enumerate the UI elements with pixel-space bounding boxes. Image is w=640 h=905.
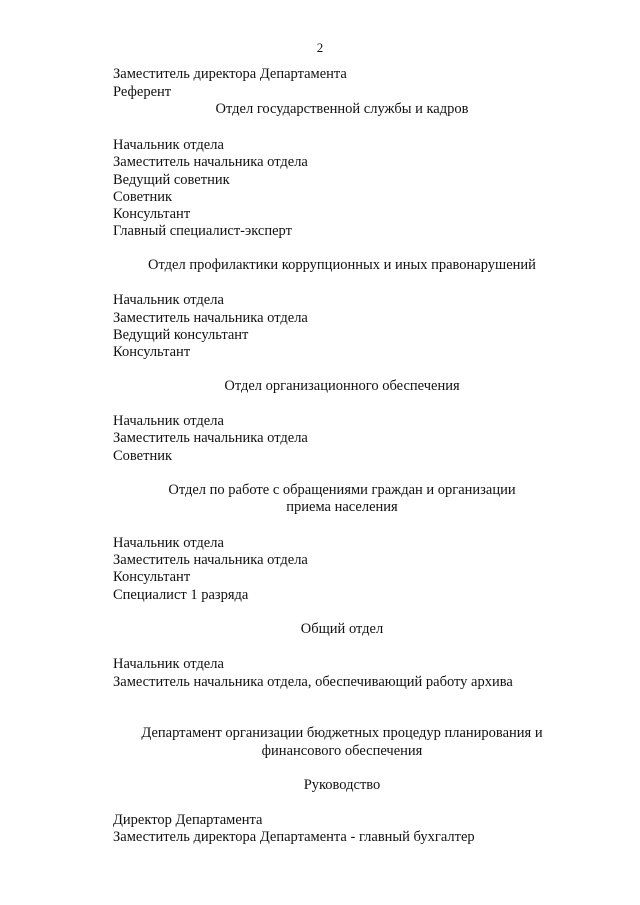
position-line: Советник bbox=[113, 448, 173, 464]
position-line: Специалист 1 разряда bbox=[113, 587, 249, 603]
position-line: Консультант bbox=[113, 569, 191, 585]
position-line: Заместитель директора Департамента bbox=[113, 66, 347, 82]
position-line: Начальник отдела bbox=[113, 656, 224, 672]
position-line: Референт bbox=[113, 84, 172, 100]
position-line: Начальник отдела bbox=[113, 137, 224, 153]
section-title: Отдел по работе с обращениями граждан и организации bbox=[168, 482, 516, 498]
position-line: Советник bbox=[113, 189, 173, 205]
position-line: Ведущий советник bbox=[113, 172, 230, 188]
position-line: Заместитель начальника отдела bbox=[113, 154, 308, 170]
position-line: Начальник отдела bbox=[113, 535, 224, 551]
section-title: приема населения bbox=[286, 499, 398, 515]
section-title: Отдел организационного обеспечения bbox=[224, 378, 460, 394]
section-title: Общий отдел bbox=[300, 621, 384, 637]
position-line: Заместитель директора Департамента - главный бухгалтер bbox=[113, 829, 475, 845]
position-line: Заместитель начальника отдела bbox=[113, 310, 308, 326]
position-line: Консультант bbox=[113, 344, 191, 360]
position-line: Заместитель начальника отдела bbox=[113, 430, 308, 446]
department-title: финансового обеспечения bbox=[261, 743, 423, 759]
position-line: Ведущий консультант bbox=[113, 327, 249, 343]
page-number: 2 bbox=[316, 40, 324, 55]
position-line: Начальник отдела bbox=[113, 413, 224, 429]
position-line: Начальник отдела bbox=[113, 292, 224, 308]
section-title: Отдел государственной службы и кадров bbox=[215, 101, 469, 117]
position-line: Заместитель начальника отдела bbox=[113, 552, 308, 568]
position-line: Главный специалист-эксперт bbox=[113, 223, 292, 239]
subsection-title: Руководство bbox=[303, 777, 381, 793]
department-title: Департамент организации бюджетных процедур планирования и bbox=[141, 725, 543, 741]
section-title: Отдел профилактики коррупционных и иных правонарушений bbox=[148, 257, 536, 273]
position-line: Заместитель начальника отдела, обеспечивающий работу архива bbox=[113, 674, 513, 690]
position-line: Директор Департамента bbox=[113, 812, 263, 828]
position-line: Консультант bbox=[113, 206, 191, 222]
